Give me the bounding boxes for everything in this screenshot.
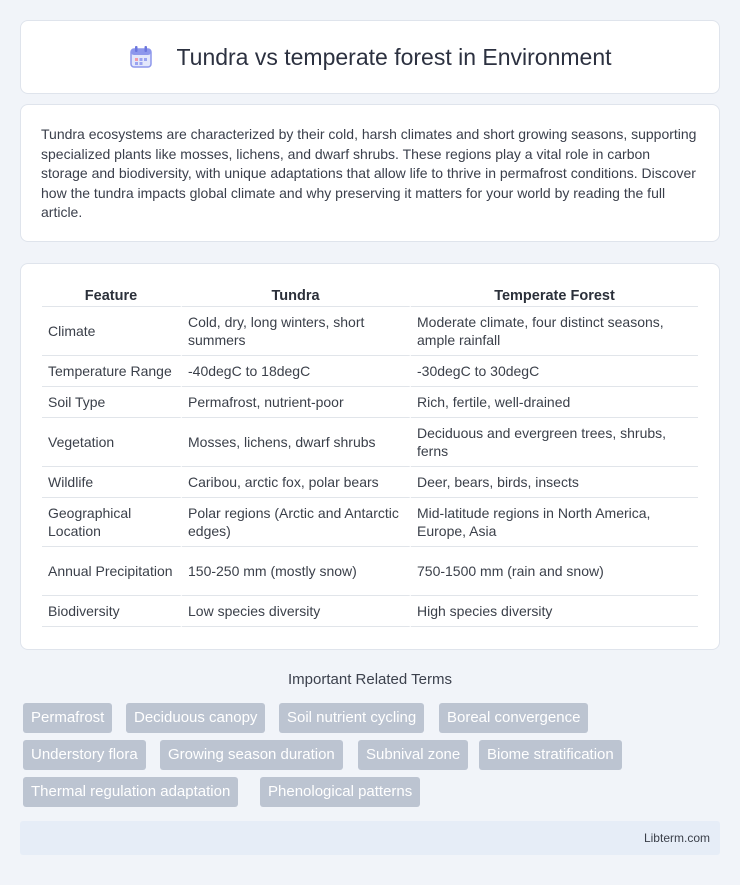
title-card [20,20,720,94]
related-term-tag[interactable]: Thermal regulation adaptation [23,777,238,807]
row-feature-cell: Temperature Range [42,356,182,387]
row-feature-cell: Climate [42,307,182,356]
row-temperate-cell: Deer, bears, birds, insects [411,467,698,498]
footer [20,821,720,855]
footer-brand[interactable]: Libterm.com [643,831,710,845]
row-tundra-cell: Caribou, arctic fox, polar bears [182,467,411,498]
header-tundra: Tundra [182,285,411,307]
table-row [42,387,698,418]
comparison-table-card [20,263,720,650]
row-feature-cell: Soil Type [42,387,182,418]
table-header-row [42,285,698,307]
related-term-tag[interactable]: Understory flora [23,740,146,770]
related-term-tag[interactable]: Biome stratification [479,740,622,770]
related-terms-heading: Important Related Terms [288,671,452,688]
intro-paragraph: Tundra ecosystems are characterized by their cold, harsh climates and short growing seasons, supporting specialized plants like mosses, lichens, and dwarf shrubs. These regions play a vital role in carbon storage and biodiversity, with unique adaptations that allow life to thrive in permafrost conditions. Discover how the tundra impacts global climate and why preserving it matters for your world by reading the full article. [41,126,697,221]
row-temperate-cell: Moderate climate, four distinct seasons, ample rainfall [411,307,698,356]
related-term-tag[interactable]: Phenological patterns [260,777,420,807]
header-feature: Feature [42,285,182,307]
related-term-tag[interactable]: Soil nutrient cycling [279,703,424,733]
row-temperate-cell: Mid-latitude regions in North America, Europe, Asia [411,498,698,547]
row-feature-cell: Geographical Location [42,498,182,547]
related-term-tag[interactable]: Permafrost [23,703,112,733]
row-tundra-cell: Cold, dry, long winters, short summers [182,307,411,356]
row-temperate-cell: 750-1500 mm (rain and snow) [411,547,698,596]
table-row [42,307,698,356]
row-tundra-cell: 150-250 mm (mostly snow) [182,547,411,596]
row-tundra-cell: Polar regions (Arctic and Antarctic edges) [182,498,411,547]
row-tundra-cell: -40degC to 18degC [182,356,411,387]
row-feature-cell: Vegetation [42,418,182,467]
calendar-icon [128,44,154,70]
related-term-tag[interactable]: Deciduous canopy [126,703,265,733]
related-term-tag[interactable]: Subnival zone [358,740,468,770]
comparison-table [42,285,698,627]
row-temperate-cell: High species diversity [411,596,698,627]
row-temperate-cell: Deciduous and evergreen trees, shrubs, ferns [411,418,698,467]
page-title: Tundra vs temperate forest in Environment [176,43,612,70]
related-term-tag[interactable]: Boreal convergence [439,703,588,733]
intro-card [20,104,720,242]
row-tundra-cell: Permafrost, nutrient-poor [182,387,411,418]
header-temperate-forest: Temperate Forest [411,285,698,307]
row-tundra-cell: Low species diversity [182,596,411,627]
row-feature-cell: Annual Precipitation [42,547,182,596]
table-row [42,547,698,596]
table-row [42,596,698,627]
row-tundra-cell: Mosses, lichens, dwarf shrubs [182,418,411,467]
row-feature-cell: Biodiversity [42,596,182,627]
table-row [42,467,698,498]
row-temperate-cell: -30degC to 30degC [411,356,698,387]
related-term-tag[interactable]: Growing season duration [160,740,343,770]
table-row [42,418,698,467]
row-temperate-cell: Rich, fertile, well-drained [411,387,698,418]
row-feature-cell: Wildlife [42,467,182,498]
table-row [42,498,698,547]
table-row [42,356,698,387]
